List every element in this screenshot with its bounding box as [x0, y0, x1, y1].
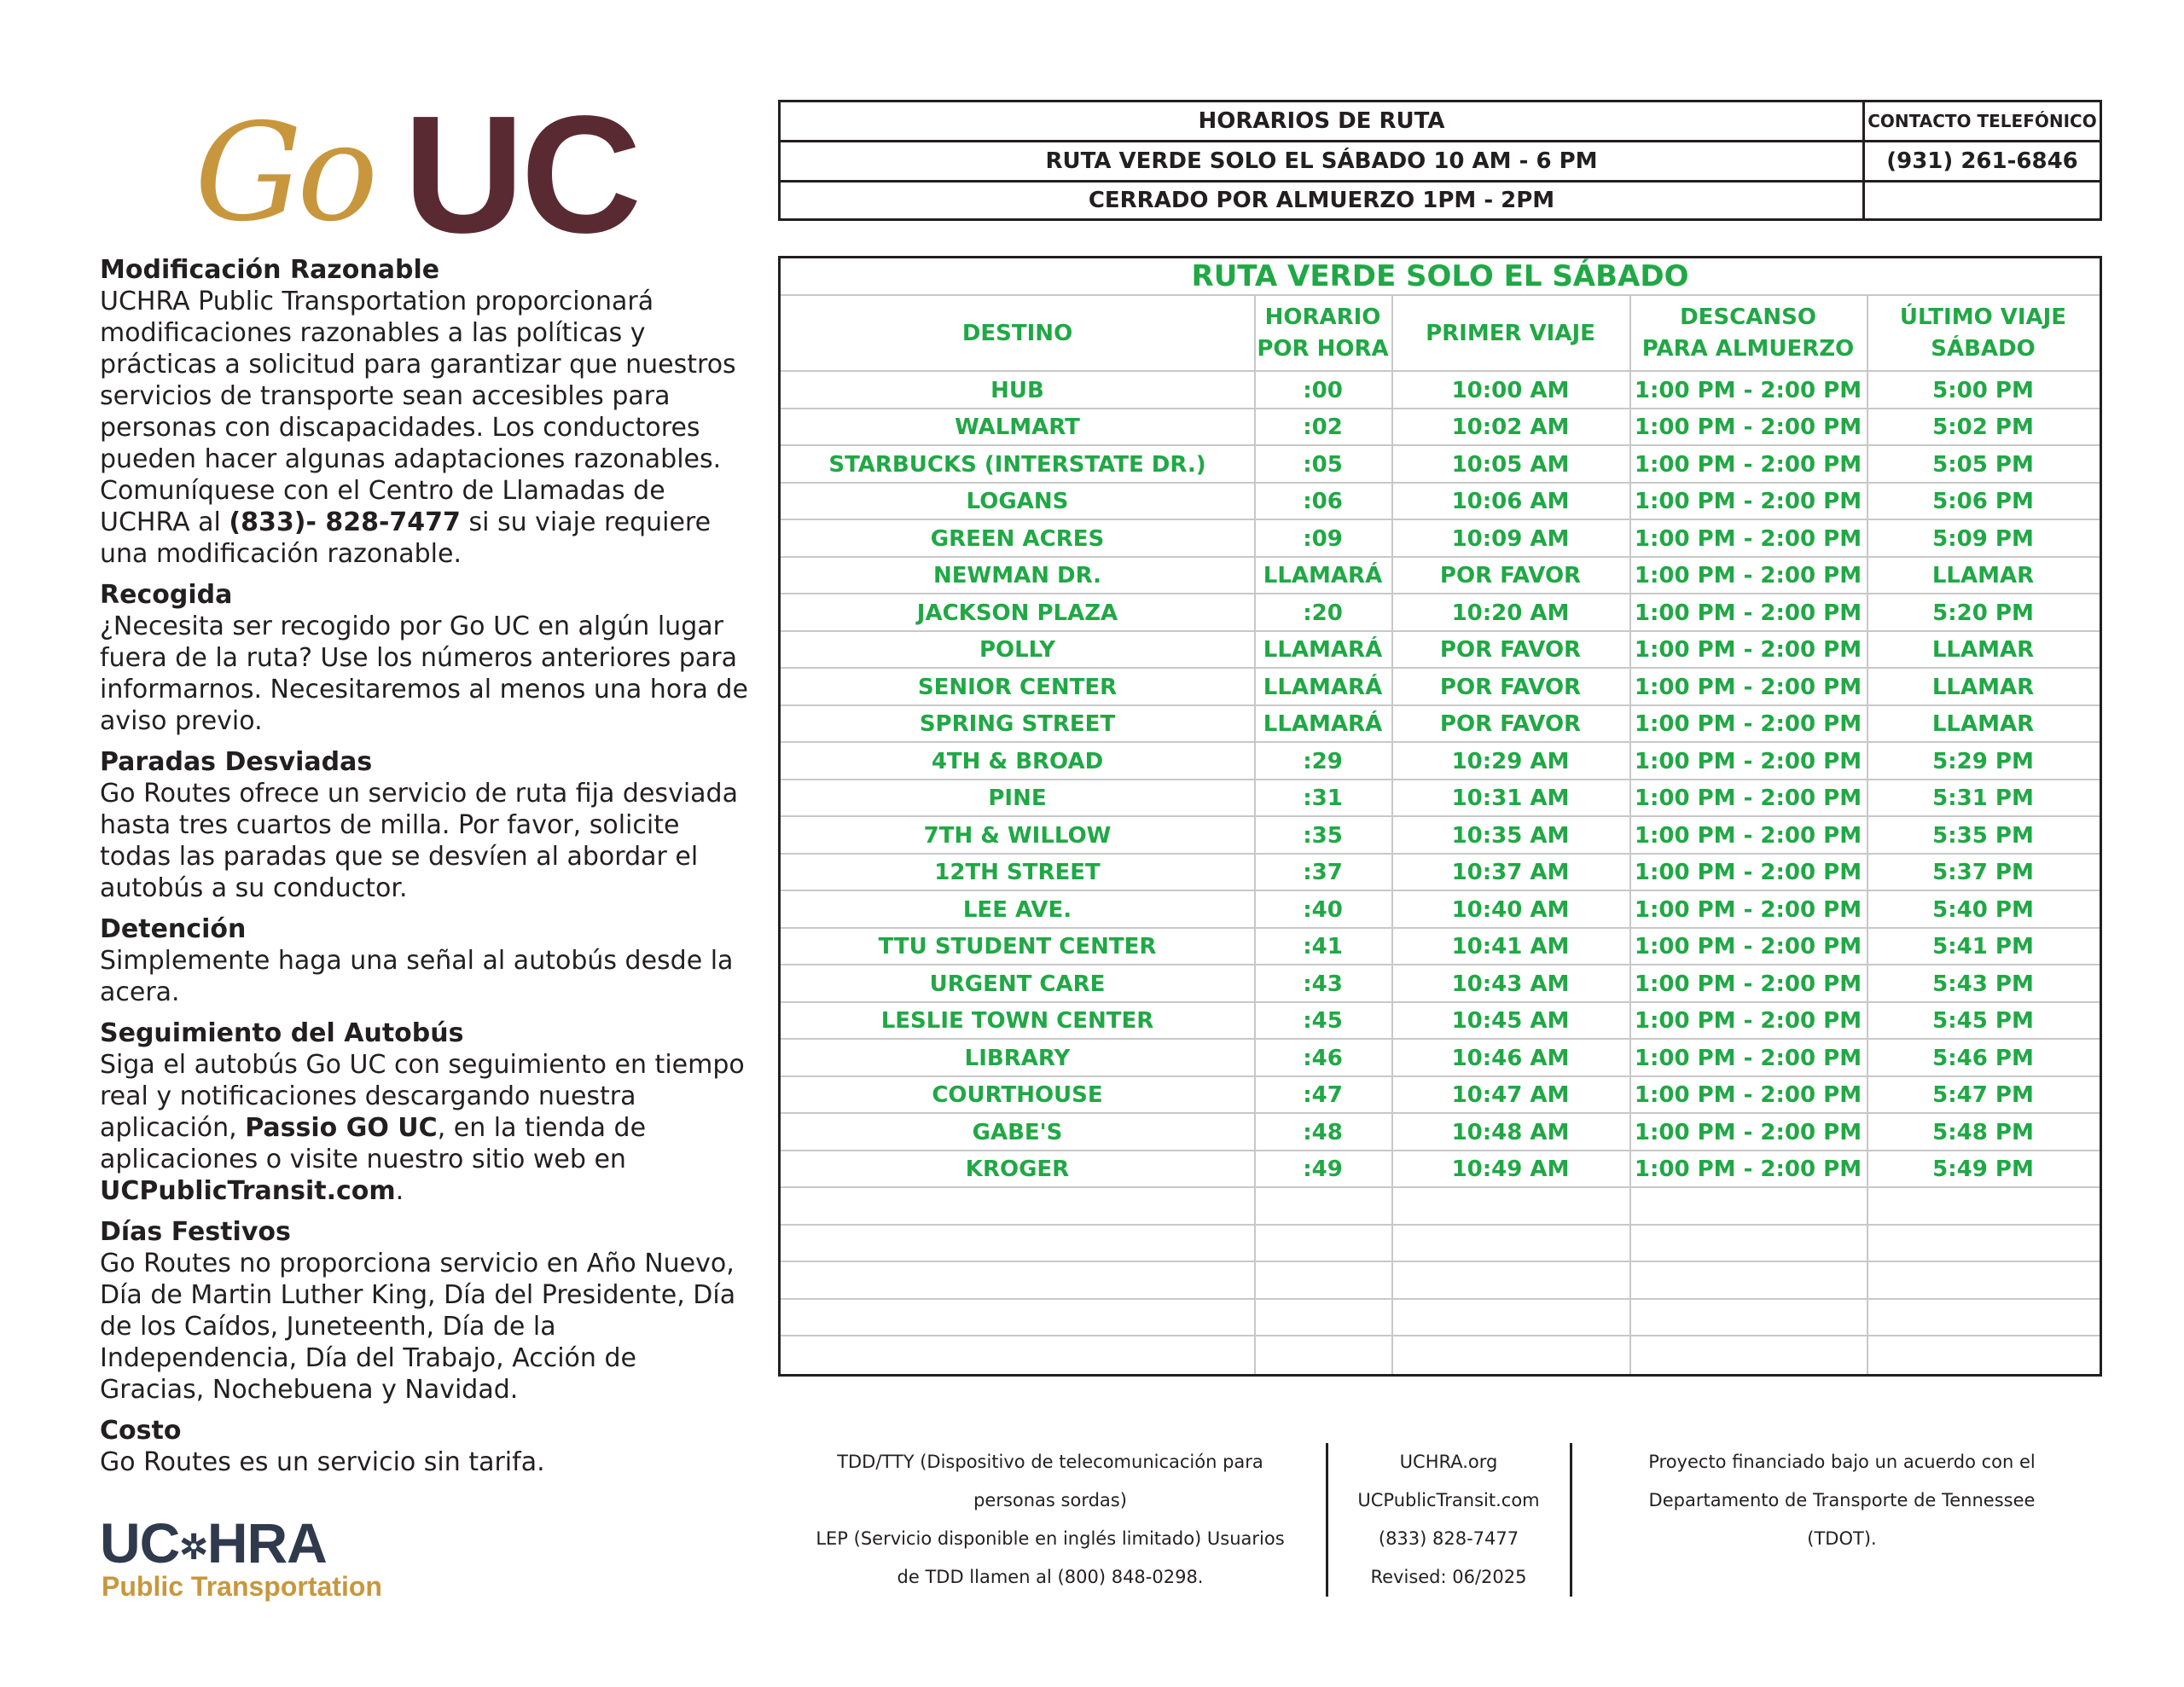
table-row: [781, 929, 2100, 966]
section-body: Go Routes no proporciona servicio en Año Nuevo, Día de Martin Luther King, Día del Presidente, Día de los Caídos, Juneteenth, Día de la Independencia, Día del Trabajo, Acción de Gracias, Nochebuena y Navidad.: [100, 1249, 736, 1405]
table-row: [781, 558, 2100, 595]
first-trip: [1391, 1336, 1629, 1374]
lunch-break: 1:00 PM - 2:00 PM: [1634, 934, 1862, 960]
table-row: [781, 1003, 2100, 1041]
stop-name: TTU STUDENT CENTER: [878, 934, 1157, 960]
stop-name: [781, 1336, 1254, 1374]
first-trip: 10:47 AM: [1451, 1082, 1570, 1109]
lunch-break: [1629, 1336, 1867, 1374]
column-header: [781, 298, 1254, 369]
footer-line: de TDD llamen al (800) 848-0298.: [897, 1567, 1204, 1587]
route-header-table: [778, 100, 2102, 221]
stop-name: KROGER: [965, 1157, 1070, 1183]
hourly-minute: :47: [1303, 1082, 1343, 1109]
first-trip: 10:46 AM: [1451, 1045, 1570, 1071]
stop-name: GREEN ACRES: [930, 525, 1105, 552]
hourly-minute: :00: [1303, 377, 1343, 403]
last-trip: LLAMAR: [1931, 563, 2035, 589]
stop-name: SPRING STREET: [919, 711, 1116, 738]
first-trip: 10:05 AM: [1451, 451, 1570, 478]
lunch-closure: CERRADO POR ALMUERZO 1PM - 2PM: [781, 183, 1865, 218]
lunch-break: 1:00 PM - 2:00 PM: [1634, 563, 1862, 589]
footer-accessibility: [778, 1443, 1322, 1597]
lunch-break: 1:00 PM - 2:00 PM: [1634, 415, 1862, 441]
footer-line: Proyecto financiado bajo un acuerdo con el: [1648, 1452, 2036, 1472]
hourly-minute: LLAMARÁ: [1263, 711, 1383, 738]
column-header-line: POR HORA: [1257, 336, 1389, 362]
stop-name: WALMART: [955, 415, 1080, 441]
contact-label: CONTACTO TELEFÓNICO: [1867, 111, 2097, 131]
last-trip: 5:40 PM: [1932, 896, 2034, 923]
hourly-minute: LLAMARÁ: [1263, 674, 1383, 700]
stop-name: HUB: [990, 377, 1044, 403]
stop-name: URGENT CARE: [929, 971, 1106, 997]
column-header-line: SÁBADO: [1931, 336, 2036, 362]
body-text: , en la tienda de aplicaciones o visite nuestro sitio web en: [100, 1113, 647, 1174]
table-row: [781, 1336, 2100, 1374]
hourly-minute: [1254, 1336, 1391, 1374]
logo-go: Go: [195, 95, 374, 252]
section-paradas: [100, 746, 748, 904]
table-row: [781, 594, 2100, 632]
hourly-minute: :46: [1303, 1045, 1343, 1071]
first-trip: 10:49 AM: [1451, 1157, 1570, 1183]
table-row: [781, 706, 2100, 744]
section-costo: [100, 1415, 748, 1478]
table-row: [781, 1151, 2100, 1189]
first-trip: 10:45 AM: [1451, 1008, 1570, 1035]
first-trip: 10:20 AM: [1451, 600, 1570, 626]
uchra-wordmark: [100, 1511, 327, 1576]
last-trip: 5:48 PM: [1932, 1119, 2034, 1145]
body-text: .: [395, 1176, 404, 1206]
first-trip: 10:37 AM: [1451, 860, 1570, 886]
lunch-break: 1:00 PM - 2:00 PM: [1634, 896, 1862, 923]
column-header: [1254, 298, 1391, 369]
stop-name: JACKSON PLAZA: [916, 600, 1118, 626]
stop-name: [781, 1300, 1254, 1337]
hourly-minute: :40: [1303, 896, 1343, 923]
section-body: Simplemente haga una señal al autobús desde la acera.: [100, 946, 734, 1007]
row-divider: [781, 294, 2100, 296]
stop-name: NEWMAN DR.: [933, 563, 1101, 589]
table-row: [781, 484, 2100, 521]
callcenter-phone: (833)- 828-7477: [229, 507, 461, 537]
schedule-title: RUTA VERDE SOLO EL SÁBADO: [1191, 259, 1689, 293]
uchra-hra: HRA: [206, 1511, 327, 1574]
first-trip: [1391, 1188, 1629, 1226]
body-text: UCHRA Public Transportation proporcionará modificaciones razonables a las políticas y prácticas a solicitud para garantizar que nuestros servicios de transporte sean accesibles para personas con discapacidades. Los conductores pueden hacer algunas adaptaciones razonables. Comuníquese con el Centro de Llamadas de UCHRA al: [100, 287, 736, 537]
section-body: ¿Necesita ser recogido por Go UC en algún lugar fuera de la ruta? Use los números anteriores para informarnos. Necesitaremos al menos una hora de aviso previo.: [100, 612, 748, 736]
table-row: [781, 632, 2100, 670]
star-icon: ✲: [179, 1528, 207, 1567]
last-trip: [1867, 1336, 2100, 1374]
lunch-break: [1629, 1226, 1867, 1263]
lunch-break: 1:00 PM - 2:00 PM: [1634, 674, 1862, 700]
lunch-break: 1:00 PM - 2:00 PM: [1634, 786, 1862, 812]
hourly-minute: :49: [1303, 1157, 1343, 1183]
uchra-subtitle: Public Transportation: [102, 1571, 382, 1602]
stop-name: [781, 1226, 1254, 1263]
gouc-logo: [195, 81, 672, 268]
table-row: [781, 372, 2100, 409]
lunch-break: 1:00 PM - 2:00 PM: [1634, 971, 1862, 997]
first-trip: POR FAVOR: [1439, 674, 1582, 700]
header-row: [781, 142, 2100, 180]
section-festivos: [100, 1216, 748, 1406]
stop-name: COURTHOUSE: [932, 1082, 1103, 1109]
logo-uc: UC: [404, 81, 639, 268]
route-hours: RUTA VERDE SOLO EL SÁBADO 10 AM - 6 PM: [781, 142, 1865, 180]
first-trip: 10:02 AM: [1451, 415, 1570, 441]
section-detencion: [100, 913, 748, 1008]
empty-cell: [1865, 183, 2100, 218]
contact-phone[interactable]: (931) 261-6846: [1886, 148, 2078, 174]
last-trip: [1867, 1226, 2100, 1263]
last-trip: 5:05 PM: [1932, 451, 2034, 478]
column-header: [1867, 298, 2100, 369]
first-trip: POR FAVOR: [1439, 711, 1582, 738]
hourly-minute: :41: [1303, 934, 1343, 960]
hourly-minute: :48: [1303, 1119, 1343, 1145]
last-trip: 5:47 PM: [1932, 1082, 2034, 1109]
first-trip: POR FAVOR: [1439, 563, 1582, 589]
footer-line: TDD/TTY (Dispositivo de telecomunicación para: [837, 1452, 1263, 1472]
first-trip: 10:00 AM: [1451, 377, 1570, 403]
first-trip: 10:48 AM: [1451, 1119, 1570, 1145]
first-trip: 10:31 AM: [1451, 786, 1570, 812]
table-row: [781, 669, 2100, 706]
stop-name: STARBUCKS (INTERSTATE DR.): [828, 451, 1206, 478]
lunch-break: 1:00 PM - 2:00 PM: [1634, 451, 1862, 478]
table-row: [781, 1188, 2100, 1226]
footer-line: (TDOT).: [1807, 1528, 1877, 1549]
lunch-break: 1:00 PM - 2:00 PM: [1634, 525, 1862, 552]
lunch-break: 1:00 PM - 2:00 PM: [1634, 1045, 1862, 1071]
schedule-table: [778, 256, 2102, 1377]
table-row: [781, 1077, 2100, 1115]
last-trip: 5:02 PM: [1932, 415, 2034, 441]
table-row: [781, 743, 2100, 780]
lunch-break: [1629, 1300, 1867, 1337]
footer-divider: [1326, 1443, 1328, 1597]
last-trip: 5:09 PM: [1932, 525, 2034, 552]
last-trip: 5:00 PM: [1932, 377, 2034, 403]
header-row: [781, 102, 2100, 140]
stop-name: [781, 1262, 1254, 1300]
header-title: HORARIOS DE RUTA: [781, 102, 1865, 140]
lunch-break: 1:00 PM - 2:00 PM: [1634, 1119, 1862, 1145]
first-trip: 10:43 AM: [1451, 971, 1570, 997]
hourly-minute: :31: [1303, 786, 1343, 812]
stop-name: LIBRARY: [964, 1045, 1071, 1071]
hourly-minute: [1254, 1188, 1391, 1226]
lunch-break: [1629, 1188, 1867, 1226]
app-name: Passio GO UC: [245, 1113, 438, 1143]
section-modificacion: [100, 254, 748, 570]
hourly-minute: [1254, 1300, 1391, 1337]
section-body: [100, 1049, 748, 1207]
body-text: Siga el autobús Go UC con seguimiento en tiempo real y notificaciones descargando nuestra aplicación,: [100, 1050, 745, 1143]
column-header-line: PRIMER VIAJE: [1426, 320, 1595, 346]
stop-name: [781, 1188, 1254, 1226]
hourly-minute: [1254, 1226, 1391, 1263]
lunch-break: 1:00 PM - 2:00 PM: [1634, 1157, 1862, 1183]
table-row: [781, 409, 2100, 447]
info-column: [100, 254, 748, 1487]
lunch-break: 1:00 PM - 2:00 PM: [1634, 637, 1862, 664]
last-trip: 5:31 PM: [1932, 786, 2034, 812]
hourly-minute: :29: [1303, 748, 1343, 774]
table-row: [781, 446, 2100, 484]
section-seguimiento: [100, 1017, 748, 1207]
stop-name: POLLY: [979, 637, 1056, 664]
table-row: [781, 1114, 2100, 1151]
stop-name: 4TH & BROAD: [931, 748, 1104, 774]
body-text: si su viaje requiere una modificación razonable.: [100, 507, 712, 569]
first-trip: [1391, 1226, 1629, 1263]
lunch-break: 1:00 PM - 2:00 PM: [1634, 1082, 1862, 1109]
header-row: [781, 183, 2100, 218]
stop-name: 12TH STREET: [934, 860, 1101, 886]
table-row: [781, 1040, 2100, 1077]
footer-phone[interactable]: (833) 828-7477: [1378, 1528, 1519, 1549]
stop-name: PINE: [988, 786, 1047, 812]
table-row: [781, 891, 2100, 929]
first-trip: 10:09 AM: [1451, 525, 1570, 552]
first-trip: 10:29 AM: [1451, 748, 1570, 774]
last-trip: 5:49 PM: [1932, 1157, 2034, 1183]
section-body: [100, 286, 748, 570]
last-trip: [1867, 1300, 2100, 1337]
section-heading: Detención: [100, 914, 247, 944]
section-heading: Seguimiento del Autobús: [100, 1018, 464, 1048]
section-recogida: [100, 579, 748, 737]
footer-line: Departamento de Transporte de Tennessee: [1648, 1490, 2036, 1510]
footer-line: personas sordas): [973, 1490, 1127, 1510]
table-row: [781, 965, 2100, 1003]
table-row: [781, 817, 2100, 855]
section-body: Go Routes ofrece un servicio de ruta fija desviada hasta tres cuartos de milla. Por favor, solicite todas las paradas que se desvíen al abordar el autobús a su conductor.: [100, 779, 738, 903]
hourly-minute: LLAMARÁ: [1263, 563, 1383, 589]
first-trip: 10:35 AM: [1451, 822, 1570, 849]
stop-name: LEE AVE.: [962, 896, 1072, 923]
column-header-line: PARA ALMUERZO: [1641, 336, 1855, 362]
footer-funding: [1573, 1443, 2111, 1558]
table-row: [781, 520, 2100, 558]
hourly-minute: :35: [1303, 822, 1343, 849]
section-heading: Costo: [100, 1416, 182, 1446]
last-trip: 5:43 PM: [1932, 971, 2034, 997]
table-row: [781, 855, 2100, 892]
first-trip: [1391, 1300, 1629, 1337]
column-header-line: ÚLTIMO VIAJE: [1899, 304, 2067, 330]
last-trip: 5:35 PM: [1932, 822, 2034, 849]
first-trip: 10:06 AM: [1451, 489, 1570, 515]
last-trip: 5:06 PM: [1932, 489, 2034, 515]
lunch-break: 1:00 PM - 2:00 PM: [1634, 1008, 1862, 1035]
column-header-line: DESCANSO: [1680, 304, 1816, 330]
section-body: Go Routes es un servicio sin tarifa.: [100, 1447, 545, 1477]
footer-website[interactable]: UCPublicTransit.com: [1357, 1490, 1540, 1510]
column-header-line: DESTINO: [961, 320, 1073, 346]
section-heading: Días Festivos: [100, 1217, 291, 1247]
column-header: [1391, 298, 1629, 369]
section-heading: Paradas Desviadas: [100, 747, 373, 777]
last-trip: 5:41 PM: [1932, 934, 2034, 960]
lunch-break: 1:00 PM - 2:00 PM: [1634, 822, 1862, 849]
hourly-minute: :37: [1303, 860, 1343, 886]
first-trip: POR FAVOR: [1439, 637, 1582, 664]
stop-name: GABE'S: [972, 1119, 1063, 1145]
footer-revised: Revised: 06/2025: [1370, 1567, 1527, 1587]
table-row: [781, 780, 2100, 818]
column-header: [1629, 298, 1867, 369]
lunch-break: 1:00 PM - 2:00 PM: [1634, 600, 1862, 626]
section-heading: Recogida: [100, 580, 233, 610]
last-trip: 5:45 PM: [1932, 1008, 2034, 1035]
hourly-minute: [1254, 1262, 1391, 1300]
last-trip: 5:29 PM: [1932, 748, 2034, 774]
section-heading: Modificación Razonable: [100, 255, 440, 285]
last-trip: [1867, 1188, 2100, 1226]
website-link[interactable]: UCPublicTransit.com: [100, 1176, 396, 1206]
last-trip: LLAMAR: [1931, 637, 2035, 664]
footer-website[interactable]: UCHRA.org: [1399, 1452, 1498, 1472]
last-trip: 5:20 PM: [1932, 600, 2034, 626]
last-trip: LLAMAR: [1931, 711, 2035, 738]
hourly-minute: :45: [1303, 1008, 1343, 1035]
hourly-minute: :20: [1303, 600, 1343, 626]
lunch-break: 1:00 PM - 2:00 PM: [1634, 748, 1862, 774]
lunch-break: [1629, 1262, 1867, 1300]
stop-name: LOGANS: [966, 489, 1069, 515]
hourly-minute: :02: [1303, 415, 1343, 441]
hourly-minute: :09: [1303, 525, 1343, 552]
stop-name: 7TH & WILLOW: [923, 822, 1112, 849]
uchra-logo: [100, 1511, 458, 1609]
uchra-uc: UC: [100, 1511, 180, 1574]
footer-line: LEP (Servicio disponible en inglés limitado) Usuarios: [816, 1528, 1285, 1549]
lunch-break: 1:00 PM - 2:00 PM: [1634, 711, 1862, 738]
table-row: [781, 1300, 2100, 1337]
last-trip: 5:46 PM: [1932, 1045, 2034, 1071]
hourly-minute: :05: [1303, 451, 1343, 478]
hourly-minute: :43: [1303, 971, 1343, 997]
lunch-break: 1:00 PM - 2:00 PM: [1634, 860, 1862, 886]
stop-name: LESLIE TOWN CENTER: [880, 1008, 1154, 1035]
last-trip: [1867, 1262, 2100, 1300]
stop-name: SENIOR CENTER: [917, 674, 1118, 700]
footer-divider: [1570, 1443, 1572, 1597]
table-row: [781, 1262, 2100, 1300]
first-trip: [1391, 1262, 1629, 1300]
hourly-minute: :06: [1303, 489, 1343, 515]
lunch-break: 1:00 PM - 2:00 PM: [1634, 377, 1862, 403]
first-trip: 10:41 AM: [1451, 934, 1570, 960]
last-trip: 5:37 PM: [1932, 860, 2034, 886]
footer-contact: [1329, 1443, 1568, 1597]
last-trip: LLAMAR: [1931, 674, 2035, 700]
hourly-minute: LLAMARÁ: [1263, 637, 1383, 664]
column-header-line: HORARIO: [1264, 304, 1381, 330]
lunch-break: 1:00 PM - 2:00 PM: [1634, 489, 1862, 515]
table-row: [781, 1226, 2100, 1263]
first-trip: 10:40 AM: [1451, 896, 1570, 923]
